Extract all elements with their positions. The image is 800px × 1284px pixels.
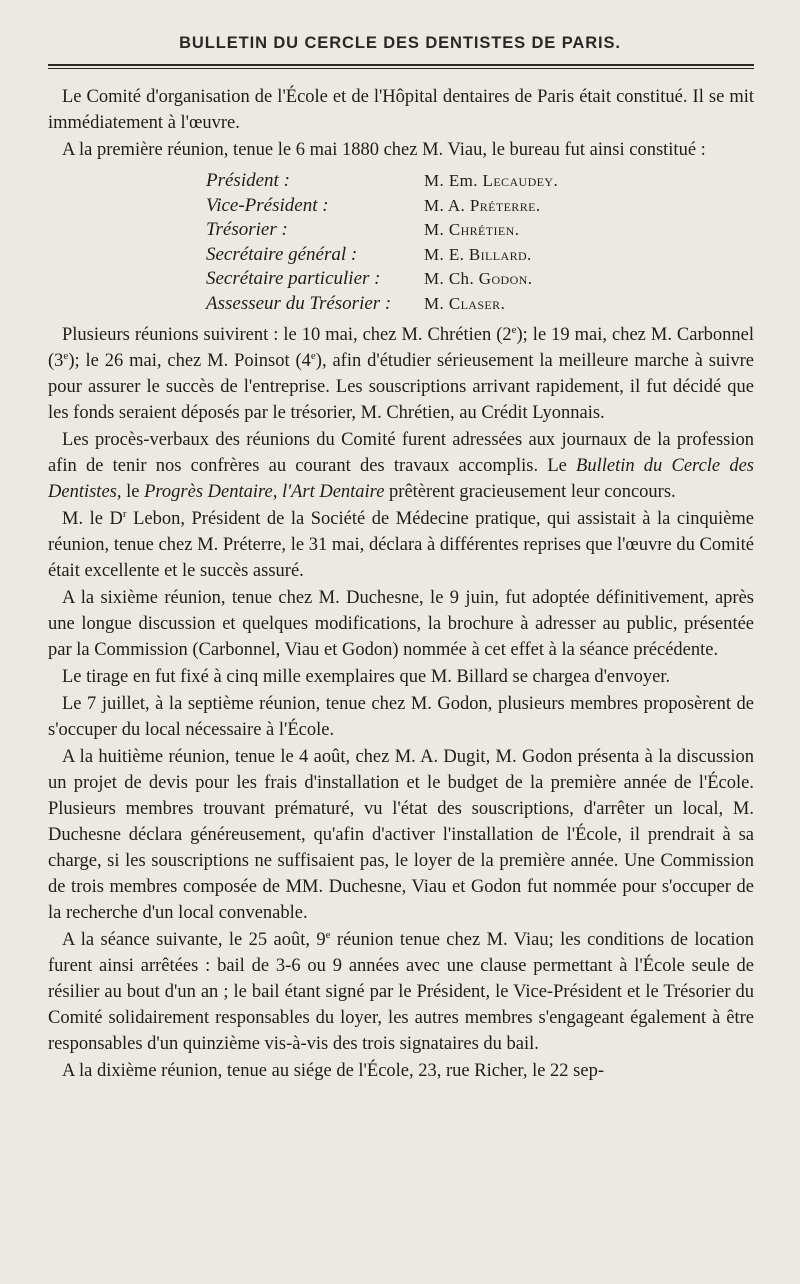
officer-name: M. Claser.: [424, 293, 506, 313]
officer-name: M. A. Préterre.: [424, 195, 541, 215]
paragraph: Le 7 juillet, à la septième réunion, tenue chez M. Godon, plusieurs membres proposèrent de s'occuper du local nécessaire à l'École.: [48, 694, 754, 740]
paragraph: M. le $D^r$ Lebon, Président de la Société de Médecine pratique, qui assistait à la cinquième réunion, tenue chez M. Préterre, le 31 mai, déclara à différentes reprises que l'œuvre du Comité était excellente et le succès assuré.: [48, 507, 754, 581]
header-rule-thick: [48, 64, 754, 66]
officers-list: [48, 169, 754, 316]
running-header: BULLETIN DU CERCLE DES DENTISTES DE PARIS.: [179, 34, 621, 52]
paragraph: A la première réunion, tenue le 6 mai 1880 chez M. Viau, le bureau fut ainsi constitué :: [62, 140, 706, 160]
officer-row: [48, 194, 754, 219]
officer-row: [48, 169, 754, 194]
officer-role: Secrétaire particulier :: [206, 268, 381, 289]
officer-name: M. Em. Lecaudey.: [424, 171, 559, 190]
body-text: [48, 84, 754, 1085]
officer-name: M. E. Billard.: [424, 244, 532, 264]
officer-name: M. Ch. Godon.: [424, 269, 533, 288]
paragraph: Plusieurs réunions suivirent : le 10 mai, chez M. Chrétien (2e); le 19 mai, chez M. Carbonnel (3e); le 26 mai, chez M. Poinsot (4e), afin d'étudier sérieusement la meilleure marche à suivre pour assurer le succès de l'entreprise. Les souscriptions arrivant rapidement, il fut décidé que les fonds seraient déposés par le trésorier, M. Chrétien, au Crédit Lyonnais.: [48, 323, 754, 423]
paragraph: A la séance suivante, le 25 août, 9e réunion tenue chez M. Viau; les conditions de location furent ainsi arrêtées : bail de 3-6 ou 9 années avec une clause permettant à l'École seule de résilier au bout d'un an ; le bail étant signé par le Président, le Vice-Président et le Trésorier du Comité solidairement responsables du loyer, les autres membres s'engageant également à être responsables d'un quinzième vis-à-vis des trois signataires du bail.: [48, 928, 754, 1054]
officer-role: Président :: [206, 170, 290, 191]
officer-name: M. Chrétien.: [424, 220, 520, 239]
officer-role: Secrétaire général :: [206, 243, 358, 265]
header-rule-thin: [48, 68, 754, 69]
officer-row: [48, 218, 754, 243]
paragraph: Les procès-verbaux des réunions du Comité furent adressées aux journaux de la profession afin de tenir nos confrères au courant des travaux accomplis. Le Bulletin du Cercle des Dentistes, le Progrès Dentaire, l'Art Dentaire prêtèrent gracieusement leur concours.: [48, 430, 754, 502]
officer-row: [48, 267, 754, 292]
officer-row: [48, 292, 754, 317]
paragraph: A la sixième réunion, tenue chez M. Duchesne, le 9 juin, fut adoptée définitivement, après une longue discussion et quelques modifications, la brochure à adresser au public, présentée par la Commission (Carbonnel, Viau et Godon) nommée à cet effet à la séance précédente.: [48, 588, 754, 660]
officer-row: [48, 243, 754, 268]
paragraph: Le Comité d'organisation de l'École et de l'Hôpital dentaires de Paris était constitué. Il se mit immédiatement à l'œuvre.: [48, 87, 754, 133]
paragraph: A la huitième réunion, tenue le 4 août, chez M. A. Dugit, M. Godon présenta à la discussion un projet de devis pour les frais d'installation et le budget de la première année de l'École. Plusieurs membres trouvant prématuré, vu l'état des souscriptions, d'arrêter un local, M. Duchesne déclara généreusement, qu'afin d'activer l'installation de l'École, il prendrait à sa charge, si les souscriptions ne suffisaient pas, le loyer de la première année. Une Commission de trois membres composée de MM. Duchesne, Viau et Godon fut nommée pour s'occuper de la recherche d'un local convenable.: [48, 747, 754, 923]
officer-role: Vice-Président :: [206, 194, 329, 216]
officer-role: Trésorier :: [206, 219, 288, 240]
officer-role: Assesseur du Trésorier :: [206, 292, 392, 314]
paragraph: A la dixième réunion, tenue au siége de l'École, 23, rue Richer, le 22 sep-: [62, 1061, 604, 1081]
paragraph: Le tirage en fut fixé à cinq mille exemplaires que M. Billard se chargea d'envoyer.: [62, 667, 671, 687]
